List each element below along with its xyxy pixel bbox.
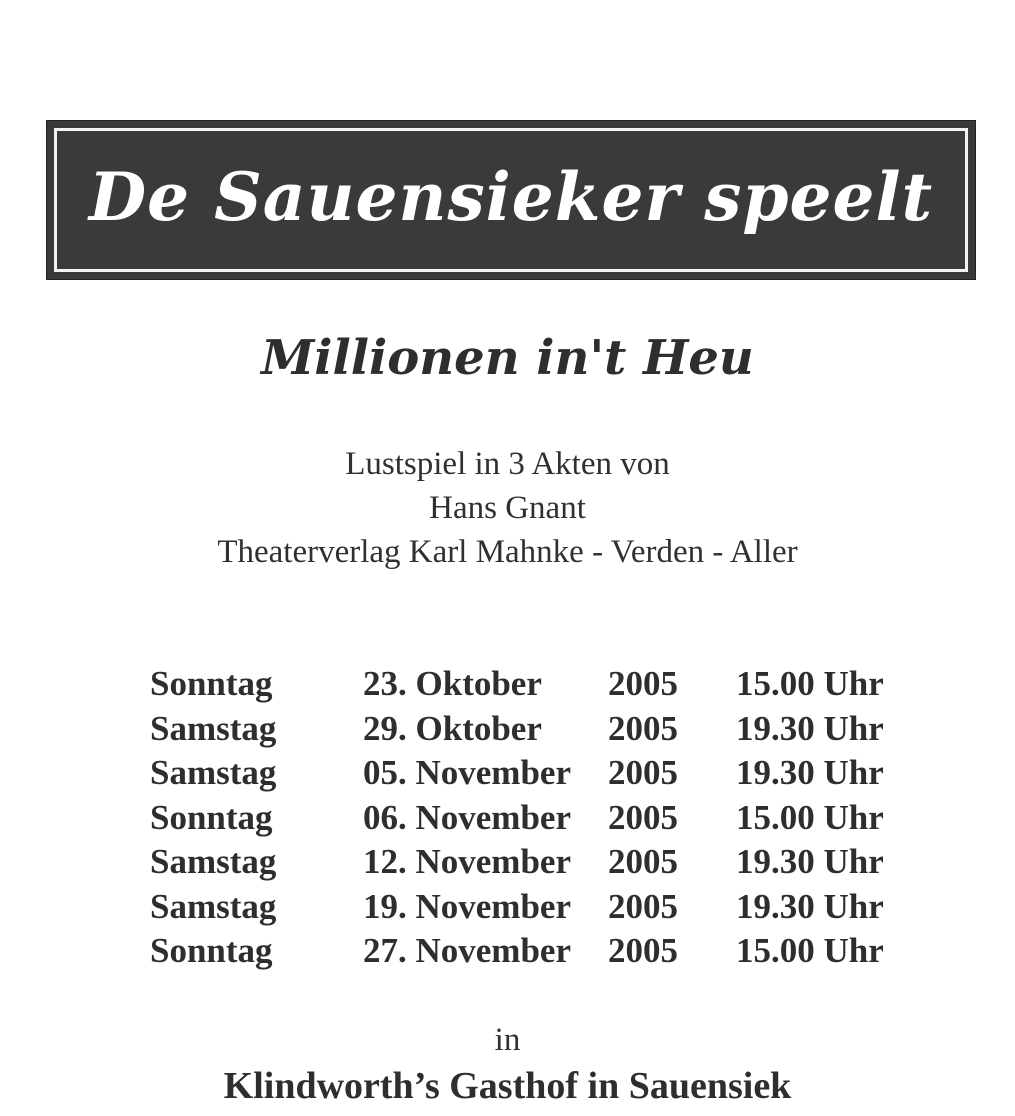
- schedule-year: 2005: [608, 708, 678, 748]
- schedule-day: Samstag: [150, 708, 277, 748]
- play-title: Millionen in't Heu: [261, 330, 754, 386]
- schedule-day: Samstag: [150, 842, 277, 881]
- schedule-date: 29. Oktober: [363, 708, 542, 748]
- schedule-day: Sonntag: [150, 664, 273, 703]
- subtitle-genre-line: Lustspiel in 3 Akten von: [345, 446, 670, 482]
- schedule-row: [150, 887, 950, 932]
- schedule-date: 27. November: [363, 931, 572, 970]
- schedule-time: 19.30 Uhr: [736, 708, 884, 748]
- schedule-time: 19.30 Uhr: [736, 753, 884, 792]
- schedule-time: 15.00 Uhr: [736, 664, 884, 703]
- schedule-row: [150, 709, 950, 754]
- location-prefix: in: [494, 1022, 521, 1058]
- schedule-time: 15.00 Uhr: [736, 931, 884, 970]
- schedule-time: 15.00 Uhr: [736, 797, 884, 837]
- venue-name: Klindworth’s Gasthof in Sauensiek: [223, 1065, 792, 1107]
- schedule-day: Sonntag: [150, 797, 273, 837]
- schedule-time: 19.30 Uhr: [736, 842, 884, 881]
- title-banner-frame: [54, 128, 968, 272]
- schedule-date: 12. November: [363, 842, 572, 881]
- performance-schedule: [150, 664, 950, 976]
- schedule-year: 2005: [608, 931, 678, 970]
- schedule-year: 2005: [608, 842, 678, 881]
- schedule-row: [150, 798, 950, 843]
- schedule-day: Samstag: [150, 886, 277, 926]
- schedule-year: 2005: [608, 886, 678, 926]
- schedule-date: 19. November: [363, 886, 572, 926]
- schedule-year: 2005: [608, 664, 678, 703]
- subtitle-publisher-line: Theaterverlag Karl Mahnke - Verden - Aller: [217, 534, 798, 570]
- title-banner: [46, 120, 976, 280]
- schedule-date: 05. November: [363, 753, 572, 792]
- schedule-date: 06. November: [363, 797, 572, 837]
- schedule-row: [150, 931, 950, 976]
- schedule-year: 2005: [608, 753, 678, 792]
- schedule-day: Samstag: [150, 753, 277, 792]
- schedule-row: [150, 753, 950, 798]
- subtitle-author-line: Hans Gnant: [429, 490, 586, 526]
- schedule-time: 19.30 Uhr: [736, 886, 884, 926]
- schedule-row: [150, 842, 950, 887]
- schedule-date: 23. Oktober: [363, 664, 542, 703]
- schedule-row: [150, 664, 950, 709]
- schedule-day: Sonntag: [150, 931, 273, 970]
- schedule-year: 2005: [608, 797, 678, 837]
- banner-title: De Sauensieker speelt: [88, 158, 934, 236]
